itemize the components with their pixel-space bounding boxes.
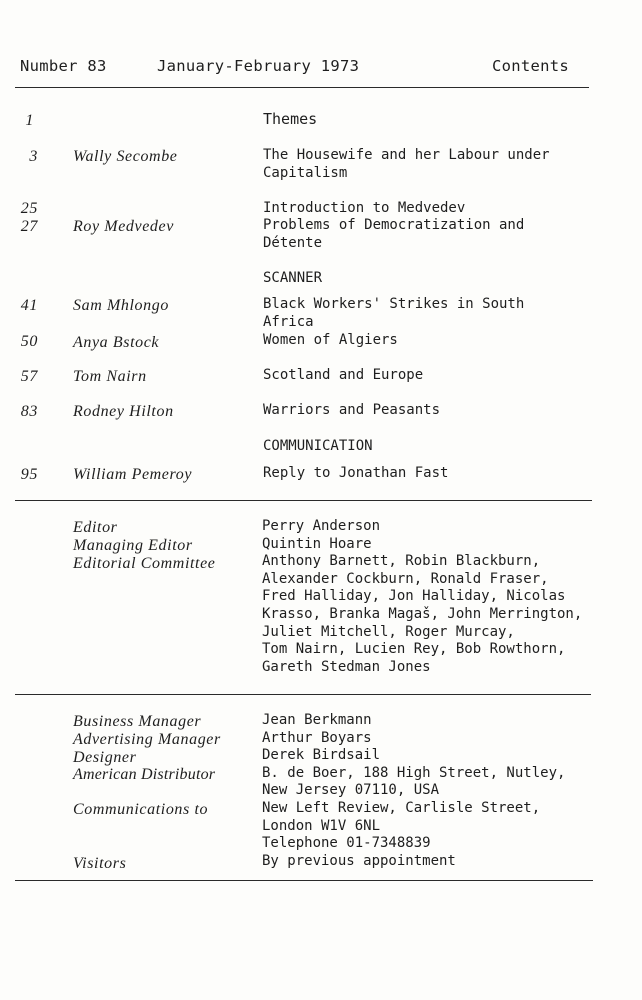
toc-title: Black Workers' Strikes in South: [263, 296, 525, 312]
toc-page: 1: [25, 112, 34, 129]
staff-name: Telephone 01-7348839: [262, 835, 431, 851]
staff-role: Editorial Committee: [73, 555, 216, 572]
staff-name: Juliet Mitchell, Roger Murcay,: [262, 624, 515, 640]
toc-title: Warriors and Peasants: [263, 402, 441, 418]
staff-name: Tom Nairn, Lucien Rey, Bob Rowthorn,: [262, 641, 566, 657]
staff-name: London W1V 6NL: [262, 818, 381, 834]
staff-name: By previous appointment: [262, 853, 456, 869]
staff-name: Arthur Boyars: [262, 730, 372, 746]
toc-title: Introduction to Medvedev: [263, 200, 466, 216]
toc-page: 25: [20, 200, 38, 217]
header-divider: [15, 87, 589, 88]
staff-name: B. de Boer, 188 High Street, Nutley,: [262, 765, 566, 781]
toc-page: 57: [20, 368, 38, 385]
staff-role: Communications to: [73, 801, 209, 818]
staff-role: Business Manager: [73, 713, 202, 730]
toc-author: Anya Bstock: [73, 334, 160, 351]
toc-title: Africa: [263, 314, 314, 330]
toc-author: Rodney Hilton: [73, 403, 174, 420]
staff-name: Anthony Barnett, Robin Blackburn,: [262, 553, 541, 569]
toc-title: Women of Algiers: [263, 332, 398, 348]
staff-name: New Left Review, Carlisle Street,: [262, 800, 541, 816]
staff-name: Fred Halliday, Jon Halliday, Nicolas: [262, 588, 566, 604]
toc-title: Capitalism: [263, 165, 348, 181]
staff-name: Gareth Stedman Jones: [262, 659, 431, 675]
footer-divider: [15, 880, 593, 881]
toc-author: Roy Medvedev: [73, 218, 174, 235]
staff-name: New Jersey 07110, USA: [262, 782, 440, 798]
toc-title: Scotland and Europe: [263, 367, 424, 383]
toc-page: 50: [20, 333, 38, 350]
toc-title: Problems of Democratization and: [263, 217, 525, 233]
toc-page: 27: [20, 218, 38, 235]
toc-author: Tom Nairn: [73, 368, 147, 385]
staff-name: Derek Birdsail: [262, 747, 381, 763]
section-divider: [15, 500, 592, 501]
toc-title: Themes: [263, 110, 318, 128]
staff-role: Designer: [73, 749, 137, 766]
staff-name: Quintin Hoare: [262, 536, 372, 552]
issue-date: January-February 1973: [157, 57, 360, 75]
toc-author: Sam Mhlongo: [73, 297, 169, 314]
contents-heading: Contents: [492, 57, 570, 75]
issue-number: Number 83: [20, 57, 107, 75]
toc-page: 95: [20, 466, 38, 483]
staff-name: Jean Berkmann: [262, 712, 372, 728]
toc-author: Wally Secombe: [73, 148, 178, 165]
section-divider: [15, 694, 591, 695]
toc-page: 41: [20, 297, 38, 314]
staff-role: American Distributor: [73, 766, 216, 783]
toc-page: 83: [20, 403, 38, 420]
toc-section-heading: COMMUNICATION: [263, 438, 373, 454]
staff-role: Visitors: [73, 855, 127, 872]
toc-author: William Pemeroy: [73, 466, 193, 483]
toc-title: Reply to Jonathan Fast: [263, 465, 449, 481]
toc-title: The Housewife and her Labour under: [263, 147, 550, 163]
staff-role: Advertising Manager: [73, 731, 221, 748]
toc-page: 3: [29, 148, 38, 165]
toc-section-heading: SCANNER: [263, 270, 323, 286]
staff-name: Perry Anderson: [262, 518, 381, 534]
staff-role: Editor: [73, 519, 118, 536]
toc-title: Détente: [263, 235, 323, 251]
staff-name: Krasso, Branka Magaš, John Merrington,: [262, 606, 583, 622]
staff-name: Alexander Cockburn, Ronald Fraser,: [262, 571, 549, 587]
staff-role: Managing Editor: [73, 537, 193, 554]
